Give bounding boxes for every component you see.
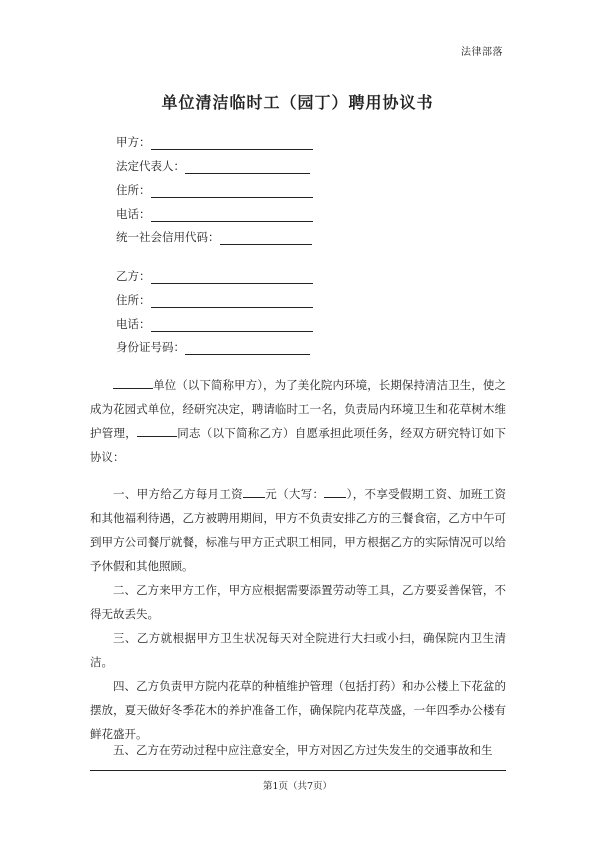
party-a-rep-field [116, 158, 310, 174]
header-source: 法律部落 [461, 47, 503, 58]
salary-amount-blank [243, 485, 265, 498]
party-b-address-field [116, 292, 313, 308]
party-a-address-blank [151, 185, 313, 198]
party-a-address-field [116, 182, 313, 198]
party-b-id-blank [185, 342, 310, 355]
party-a-name-label: 甲方： [116, 135, 151, 149]
party-b-phone-label: 电话： [116, 317, 151, 331]
party-a-rep-blank [185, 161, 310, 174]
intro-part2: 同志（以下简称乙方）自愿承担此项任务，经双方研究特订如下协议： [90, 426, 506, 464]
party-b-name-label: 乙方： [116, 269, 151, 283]
intro-part1: 单位（以下简称甲方），为了美化院内环境，长期保持清洁卫生，使之成为花园式单位，经研究决定，聘请临时工一名，负责局内环境卫生和花草树木维护管理， [90, 378, 506, 440]
party-b-phone-field [116, 316, 313, 332]
worker-name-blank [137, 424, 177, 437]
page-number: 第1页（共7页） [262, 781, 333, 792]
party-a-credit-code-field [116, 229, 312, 245]
clause-1-part-a: 一、甲方给乙方每月工资 [113, 487, 243, 501]
party-a-name-field [116, 134, 313, 150]
clause-5: 五、乙方在劳动过程中应注意安全，甲方对因乙方过失发生的交通事故和生 [113, 743, 493, 757]
party-a-credit-code-blank [220, 232, 312, 245]
party-a-name-blank [151, 137, 313, 150]
clause-4: 四、乙方负责甲方院内花草的种植维护管理（包括打药）和办公楼上下花盆的摆放，夏天做好冬季花木的养护准备工作，确保院内花草茂盛，一年四季办公楼有鲜花盛开。 [90, 679, 506, 741]
party-b-id-label: 身份证号码： [116, 340, 185, 354]
party-b-name-blank [151, 271, 313, 284]
clause-1 [90, 482, 506, 578]
party-a-address-label: 住所： [116, 183, 151, 197]
party-a-phone-label: 电话： [116, 207, 151, 221]
clause-1-part-b: 元（大写： [264, 487, 325, 501]
party-b-name-field [116, 268, 313, 284]
clause-1-part-c: ），不享受假期工资、加班工资和其他福利待遇，乙方被聘用期间，甲方不负责安排乙方的三餐食宿，乙方中午可到甲方公司餐厅就餐，标准与甲方正式职工相同，甲方根据乙方的实际情况可以给予休假和其他照顾。 [90, 487, 507, 573]
party-b-phone-blank [151, 319, 313, 332]
party-b-address-label: 住所： [116, 293, 151, 307]
intro-paragraph [90, 373, 506, 469]
unit-name-blank [113, 376, 153, 389]
document-title: 单位清洁临时工（园丁）聘用协议书 [161, 93, 434, 112]
salary-words-blank [324, 485, 346, 498]
party-a-phone-field [116, 206, 313, 222]
party-b-address-blank [151, 295, 313, 308]
footer-divider [90, 770, 506, 771]
party-b-id-field [116, 339, 310, 355]
party-a-credit-code-label: 统一社会信用代码： [116, 230, 220, 244]
party-a-phone-blank [151, 209, 313, 222]
clause-2: 二、乙方来甲方工作，甲方应根据需要添置劳动等工具，乙方要妥善保管，不得无故丢失。 [90, 583, 506, 621]
party-a-rep-label: 法定代表人： [116, 159, 185, 173]
clause-3: 三、乙方就根据甲方卫生状况每天对全院进行大扫或小扫，确保院内卫生清洁。 [90, 631, 506, 669]
